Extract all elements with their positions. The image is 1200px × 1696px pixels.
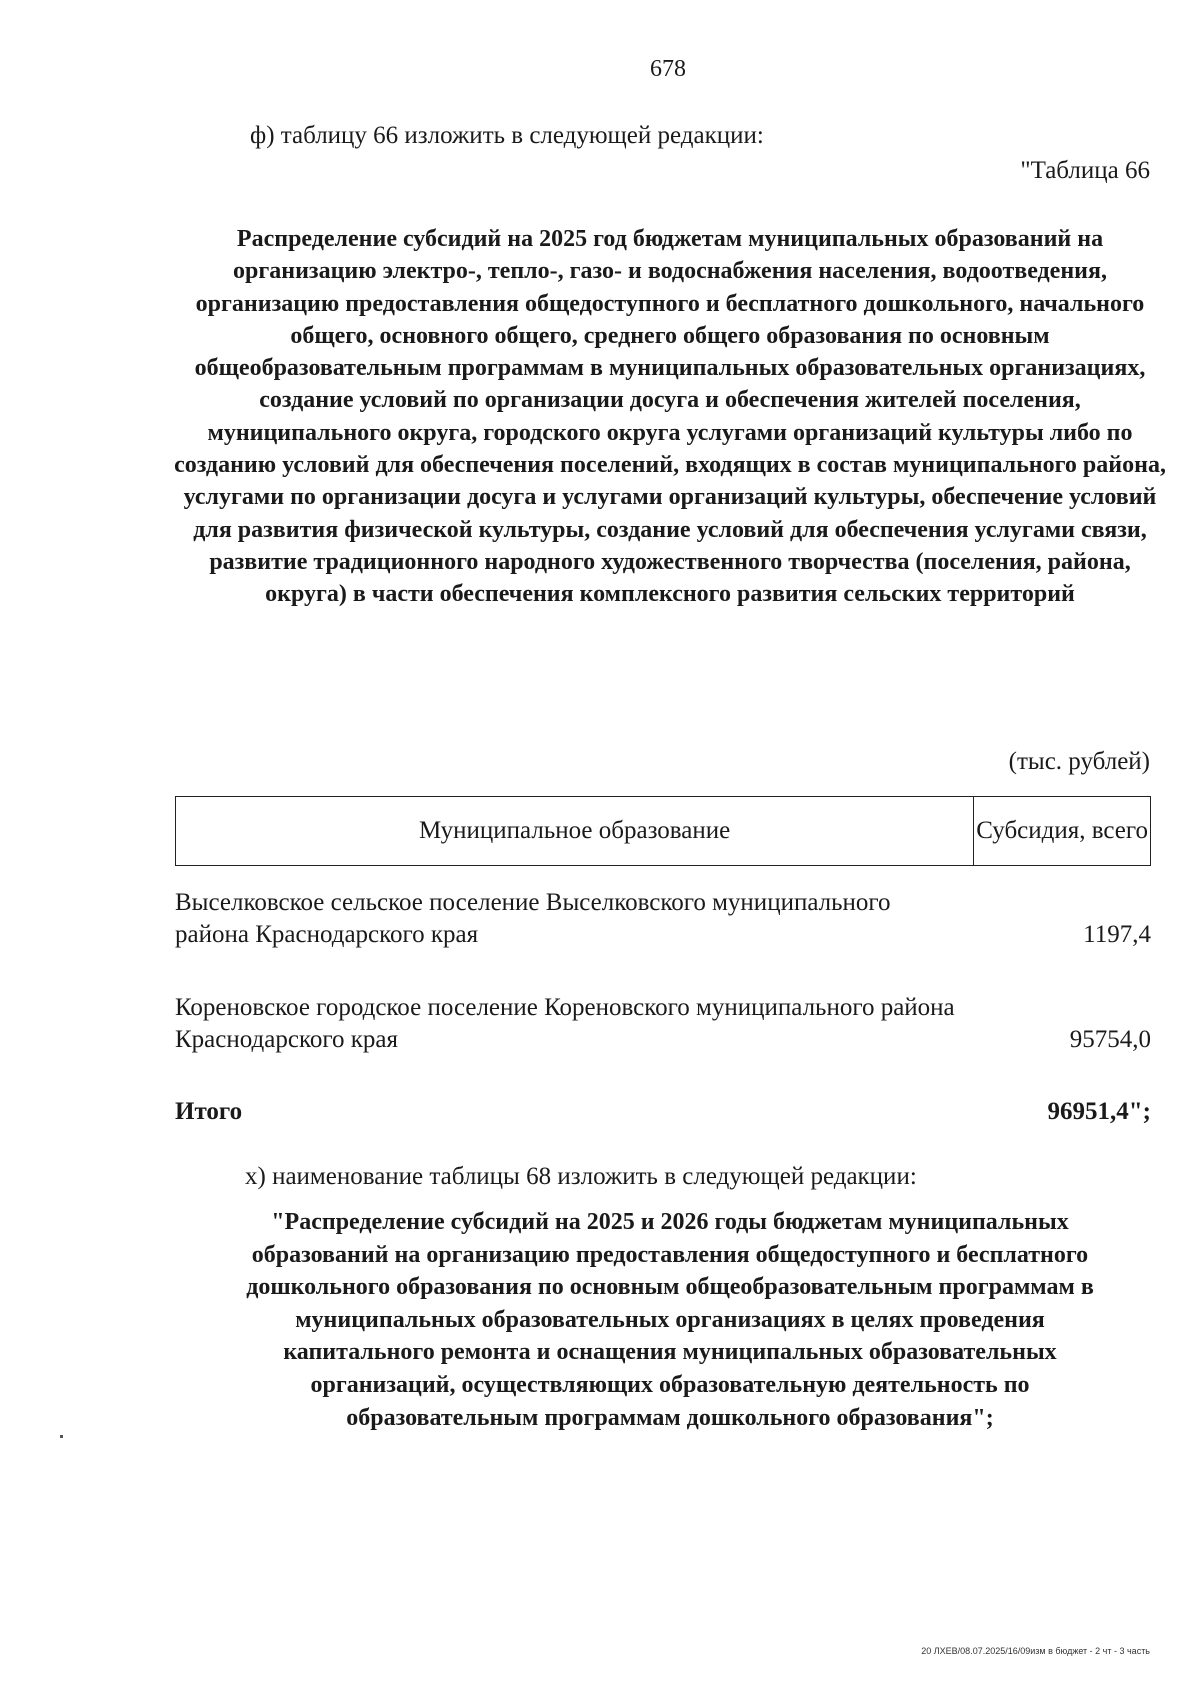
footer-document-code: 20 ЛХЕВ/08.07.2025/16/09изм в бюджет - 2 чт - 3 часть [921, 1646, 1150, 1656]
subsidy-table-header [175, 796, 1151, 866]
units-label: (тыс. рублей) [1008, 748, 1150, 775]
table-66-label: "Таблица 66 [1020, 157, 1150, 184]
scan-mark [60, 1435, 63, 1438]
total-label: Итого [175, 1098, 243, 1125]
row-subsidy-value: 95754,0 [1069, 1026, 1151, 1053]
table-header-row [176, 797, 1151, 866]
row-municipality-name: Выселковское сельское поселение Выселковского муниципального района Краснодарского края [175, 889, 891, 948]
row-municipality-name: Кореновское городское поселение Кореновского муниципального района Краснодарского края [175, 994, 955, 1053]
page-number: 678 [650, 56, 686, 82]
instruction-table-66: ф) таблицу 66 изложить в следующей редакции: [250, 122, 764, 149]
table-68-title: "Распределение субсидий на 2025 и 2026 годы бюджетам муниципальных образований на организацию предоставления общедоступного и бесплатного дошкольного образования по основным общеобразовательным программам в муниципальных образовательных организациях в целях проведения капитального ремонта и оснащения муниципальных образовательных организаций, осуществляющих образовательную деятельность по образовательным программам дошкольного образования"; [246, 1209, 1094, 1431]
total-value: 96951,4"; [1047, 1098, 1151, 1125]
row-subsidy-value: 1197,4 [1083, 921, 1151, 948]
header-subsidy-total: Субсидия, всего [974, 797, 1151, 866]
table-total-row [175, 1096, 1151, 1128]
header-municipality: Муниципальное образование [176, 797, 974, 866]
instruction-table-68: х) наименование таблицы 68 изложить в следующей редакции: [245, 1163, 917, 1190]
table-66-title: Распределение субсидий на 2025 год бюджетам муниципальных образований на организацию электро-, тепло-, газо- и водоснабжения населения, водоотведения, организацию предоставления общедоступного и бесплатного дошкольного, начального общего, основного общего, среднего общего образования по основным общеобразовательным программам в муниципальных образовательных организациях, создание условий по организации досуга и обеспечения жителей поселения, муниципального округа, городского округа услугами организаций культуры либо по созданию условий для обеспечения поселений, входящих в состав муниципального района, услугами по организации досуга и услугами организаций культуры, обеспечение условий для развития физической культуры, создание условий для обеспечения услугами связи, развитие традиционного народного художественного творчества (поселения, района, округа) в части обеспечения комплексного развития сельских территорий [174, 226, 1166, 608]
table-row [175, 887, 1151, 951]
table-row [175, 992, 1151, 1056]
